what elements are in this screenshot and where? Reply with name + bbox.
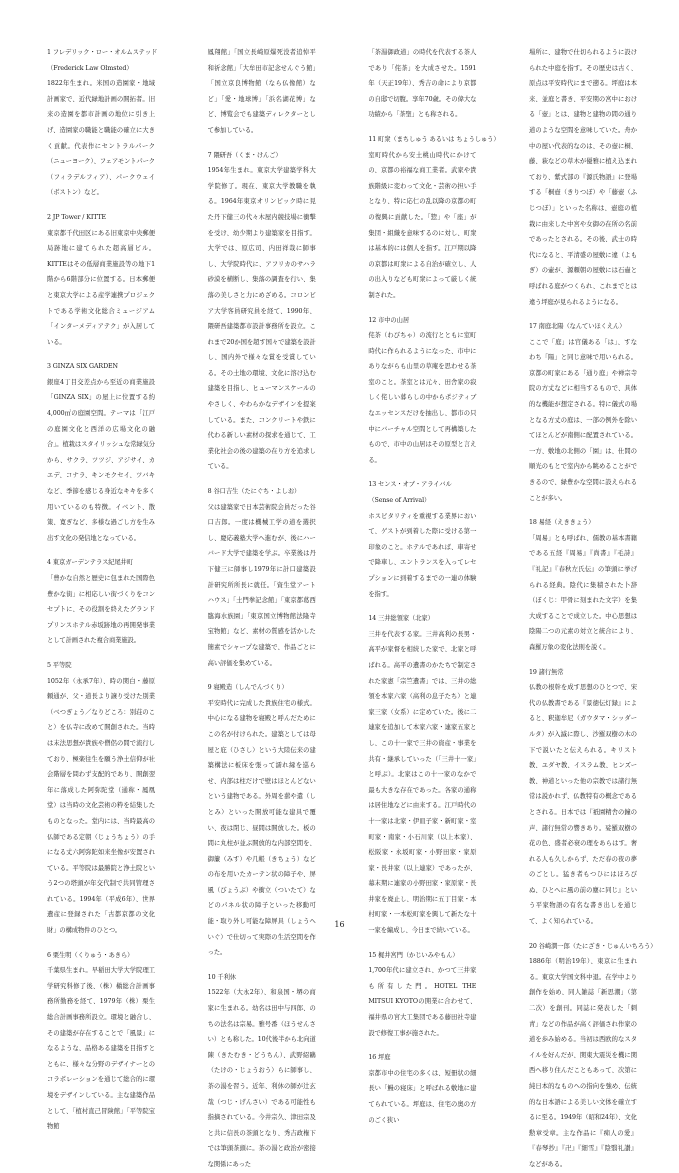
entry-title: 9 寝殿造（しんでんづくり）	[207, 684, 288, 692]
entry-body: 銀座4丁目交差点から至近の商業施設「GINZA SIX」の屋上に位置する約4,000㎡の庭園空間。テーマは「江戸の庭園文化と西洋の広場文化の融合」。植栽はスタイリッシュな常緑気分から、サクラ、ツツジ、アジサイ、カエデ、コナラ、キンモクセイ、ツバキなど、季節を感じる身近なキキを多く用いているのも特徴。イベント、散策、寛ぎなど、多様な過ごし方を生み出す文化の発信地となっている。	[47, 378, 155, 542]
glossary-entry-continued	[208, 45, 316, 139]
entry-body: 1522年（大永2年）、和泉国・堺の商家に生まれる。幼名は田中与四郎、のちの法名は宗易。雅号番（ほうせんさい）とも称した。10代後半から北向道陳（きたむき・どうちん）、武野紹鷗（たけの・じょうおう）らに師事し、茶の湯を習う。近年、利休の師が辻玄哉（つじ・げんさい）である可能性も指摘されている。今井宗久、津田宗及と共に信長の茶頭となり、秀吉政権下では筆頭茶頭に。茶の湯と政治が密接な関係にあった	[207, 989, 316, 1168]
entry-body: 侘茶（わびちゃ）の流行とともに室町時代に作られるようになった、市中にありながらも山里の草庵を思わせる茶室のこと。茶室とは元々、田舎家の寂しく侘しい暮らしの中からポジティブなエッセンスだけを抽出し、都市の只中にバーチャル空間として再構築したもので、市中の山居はその原型と言える。	[368, 332, 477, 464]
glossary-entry	[529, 515, 637, 655]
entry-body: 「茶湯御政道」の時代を代表する茶人であり「侘茶」を大成させた。1591年（天正19年）、秀吉の命により京都の自邸で切腹。享年70歳。その偉大な功績から「茶聖」とも称される。	[368, 49, 477, 119]
entry-title: 8 谷口吉生（たにぐち・よしお）	[207, 488, 301, 496]
column-4	[528, 45, 657, 1168]
entry-body: 「周易」とも呼ばれ、儒教の基本書籍である五経『周易』『尚書』『毛詩』『礼記』『春秋左氏伝』の筆頭に挙げられる経典。陰代に集積された卜辞（ぼくじ：甲骨に刻まれた文字）を集大成することで成立した。中心思想は陰陽二つの元素の対立と統合により、森羅万象の変化法則を説く。	[528, 534, 637, 651]
glossary-entry	[208, 484, 316, 671]
entry-body: 父は建築家で日本芸術院会員だった谷口吉郎。一度は機械工学の道を選択し、慶応義塾大学へ進むが、後にハーバード大学で建築を学ぶ。卒業後は丹下健三に師事し1979年に計口建築設計研究所所長に就任。「資生堂アートハウス」「土門拳記念館」「東京都葛西臨海水族園」「東京国立博物館法隆寺宝物館」など、素材の質感を活かした簡素でシャープな建築で、作品ごとに高い評価を集めている。	[207, 503, 316, 667]
entry-title: 12 市中の山居	[368, 316, 410, 324]
entry-title: 13 センス・オブ・アライバル	[368, 481, 452, 489]
glossary-entry	[47, 45, 158, 201]
entry-body: 三井を代表する家。三井高利の長男・高平が家督を相続した家で、北家と呼ばれる。高平の遺書のかたちで制定された家憲「宗竺遺書」では、三井の総領を本家六家（高利の息子たち）と連家三家（女系）に定めていた。後に二連家を追加して本家六家・連家五家とし、この十一家で三井の資産・事業を共有・継承していった（「三井十一家」と呼ぶ）。北家はこの十一家のなかで最も大きな存在であった。各家の通称は居住地などに由来する。江戸時代の十一家は北家・伊皿子家・新町家・室町家・南家・小石川家（以上本家）、松阪家・永坂町家・小野田家・家原家・長井家（以上連家）であったが、幕末期に連家の小野田家・家原家・長井家を廃止し、明治期に五丁目家・本村町家・一本松町家を興して新たな十一家を編成し、今日まで続いている。	[368, 630, 477, 935]
entry-subtitle: （Sense of Arrival）	[368, 497, 431, 505]
entry-title: 20 谷崎潤一郎（たにざき・じゅんいちろう）	[528, 942, 657, 950]
entry-title: 17 南庭北陽（なんていほくえん）	[528, 323, 626, 331]
glossary-entry	[529, 319, 637, 506]
entry-body: 1886年（明治19年）、東京に生まれる。東京大学国文科中退。在学中より創作を始め、同人雑誌「新思潮」（第二次）を創刊。同誌に発表した「刺青」などの作品が高く評価され作家の道を歩み始める。当初は西欧的なスタイルを好んだが、関東大震災を機に関西へ移り住んだこともあって、次第に純日本的なものへの指向を強め、伝統的な日本語による美しい文体を確立するに至る。1949年（昭和24年）、文化勲章受章。主な作品に『痴人の愛』『春琴抄』『卍』『細雪』『陰翳礼讃』などがある。	[528, 958, 637, 1168]
entry-title: 1 フレデリック・ロー・オルムステッド	[47, 49, 158, 56]
entry-body: 「豊かな自然と歴史に包まれた国際色豊かな街」に相応しい街づくりをコンセプトに、その役割を終えたグランドプリンスホテル赤坂跡地の再開発事業として計画された複合商業施設。	[47, 575, 155, 645]
column-1	[47, 45, 158, 1131]
entry-title: 4 東京ガーデンテラス紀尾井町	[47, 559, 134, 567]
entry-body: 室町時代から安土桃山時代にかけての、京都の裕福な商工業者。武家や貴族階級に変わって文化・芸術の担い手となり、特に応仁の乱以降の京都の町の復興に貢献した。「惣」や「座」が集団・組織を意味するのに対し、町衆は基本的には個人を指す。江戸期以降の京都は町衆による自治が確立し、人の出入りなども町衆によって厳しく統制された。	[368, 151, 477, 299]
entry-body: ホスピタリティを重視する業界において、ゲストが到着した際に受ける第一印象のこと。ホテルであれば、車寄せで降車し、エントランスを入ってレセプションに到着するまでの一連の体験を指す。	[368, 512, 477, 598]
glossary-entry	[208, 680, 316, 961]
glossary-entry	[368, 313, 476, 469]
glossary-entry	[47, 210, 155, 350]
glossary-entry	[47, 658, 155, 939]
entry-title: 5 平等院	[47, 661, 72, 669]
entry-title: 18 易経（えききょう）	[528, 519, 595, 527]
entry-title: 2 JP Tower / KITTE	[47, 213, 107, 221]
entry-body: 1954年生まれ。東京大学建築学科大学院修了。現在、東京大学教職を執る。1964年東京オリンピック時に見た丹下健三の代々木屋内競技場に衝撃を受け、幼少期より建築家を目指す。大学では、原広司、内田祥哉に師事し、大学院時代に、アフリカのサハラ砂漠を横断し、集落の調査を行い、集落の美しさと力にめざめる。コロンビア大学客員研究員を経て、1990年、隈研吾建築都市設計事務所を設立。これまで20か国を超す国々で建築を設計し、国内外で様々な賞を受賞している。その土地の環境、文化に溶け込む建築を目指し、ヒューマンスケールのやさしく、やわらかなデザインを提案している。また、コンクリートや鉄に代わる新しい素材の探求を通じて、工業化社会の後の建築の在り方を追求している。	[207, 167, 316, 471]
glossary-entry	[208, 148, 316, 475]
glossary-page	[47, 45, 657, 1168]
glossary-entry	[47, 948, 155, 1135]
glossary-entry-continued	[529, 45, 637, 310]
glossary-entry	[47, 555, 155, 649]
entry-title: 11 町衆（まちしゅう あるいは ちょうしゅう）	[368, 135, 500, 143]
entry-title: 7 隈研吾（くま・けんご）	[207, 151, 282, 159]
glossary-entry	[368, 1050, 476, 1128]
entry-title: 6 栗生明（くりゅう・あきら）	[47, 951, 134, 959]
glossary-columns	[47, 45, 657, 1168]
entry-body: 平安時代に完成した貴族住宅の様式。中心になる建物を寝殿と呼んだためにこの名が付けられた。建築としては母屋と庇（ひさし）という大陸伝来の建築構法に板床を張って濡れ縁を巡らせ、内部は柱だけで壁はほとんどないという建物である。外周を蔀や遣（しとみ）といった開放可能な建具で覆い、夜は閉じ、昼間は開放した。板の間に丸柱が並ぶ開放的な内部空間を、御簾（みす）や几帳（きちょう）などの布を用いたカーテン状の障子や、屏風（びょうぶ）や衝立（ついたて）などのパネル状の障子といった移動可能・取り外し可能な障屏具（しょうへいぐ）で仕切って実際の生活空間を作った。	[207, 699, 316, 957]
entry-title: 16 坪庭	[368, 1054, 391, 1062]
glossary-entry	[368, 948, 476, 1042]
entry-title: 10 千利休	[207, 973, 236, 981]
entry-subtitle: （Frederick Law Olmsted）	[47, 64, 133, 72]
entry-title: 15 梶井宮門（かじいみやもん）	[368, 951, 459, 959]
entry-title: 3 GINZA SIX GARDEN	[47, 363, 118, 371]
glossary-entry	[528, 939, 657, 1173]
entry-body: 1052年（永承7年）、時の関白・藤原頼通が、父・道長より譲り受けた別業（べつぎょう／なりどころ：別荘のこと）を仏寺に改めて開創された。当時は末法思想が貴族や僧侶の間で流行しており、極楽往生を願う浄土信仰が社会階層を問わず支配的であり、開創翌年に落成した阿弥陀堂（通称・鳳凰堂）は当時の文化芸術の粋を結集したものとなった。堂内には、当時最高の仏師である定朝（じょうちょう）の手になる丈六阿弥陀如来坐像が安置されている。平等院は最勝院と浄土院という2つの塔頭が年交代制で共同管理されている。1994年（平成6年）、世界遺産に登録された「古都京都の文化財」の構成物件のひとつ。	[47, 677, 155, 935]
glossary-entry	[368, 132, 500, 304]
entry-body: ここで「庭」は官儀ある「は」、すなわち「陽」と同じ意味で用いられる。京都の町家にある「通り庭」や禅宗寺院の方丈などに相当するもので、具体的な機能が想定される。特に儀式の場となる方丈の庭は、一部の例外を除いてほとんどが南側に配置されている。一方、敷地の北側の「園」は、仕間の順光のもとで室内から眺めることができるので、緑豊かな空間に設えられることが多い。	[528, 338, 637, 502]
entry-body: 場所に、建物で仕切られるように設けられた中庭を指す。その歴史は古く、原点は平安時代にまで遡る。坪庭は本来、並庭と書き、平安期の宮中における「壺」とは、建物と建物の間の通り道のような空間を意味していた。舟か中の屋い代表的なのは、その壺に桐、藤、萩などの草木が優雅に植え込まれており、紫式部の『源氏物語』に登場する「桐壺（きりつぼ）や「藤壺（ふじつぼ）」といった名称は、壺庭の植栽に由来した中宮や女御の在所の名前であったとされる。その後、武士の時代になると、平清盛の屋敷に違（よもぎ）の壷が、源頼朝の屋敷には石壷と呼ばれる庭がつくられ、これまでとは違う坪庭が見られるようになる。	[528, 49, 637, 306]
entry-body: 京都市中の住宅の多くは、短冊状の細長い「鰻の寝床」と呼ばれる敷地に建てられている。坪庭は、住宅の奥の方のごく狭い	[368, 1069, 477, 1124]
glossary-entry	[368, 611, 476, 938]
entry-body: 千葉県生まれ。早稲田大学大学院理工学研究科修了後、（株）槇総合計画事務所勤務を経て、1979年（株）栗生総合計画事務所設立。環境と融合し、その建築が存在することで「風景」になるような、品格ある建築を目指すとともに、様々な分野のデザイナーとのコラボレーションを通じて総合的に環境をデザインしている。主な建築作品として、「植村直己冒険館」「平等院宝物館	[47, 967, 155, 1131]
entry-body: 東京都千代田区にある旧東京中央郵便局跡地に建てられた超高層ビル。KITTEはその低層商業施設等の地下1階から6階部分に位置する。日本郵便と東京大学による産学連携プロジェクトである学術文化総合ミュージアム「インターメディアテク」が入居している。	[47, 229, 155, 346]
glossary-entry-continued	[368, 45, 476, 123]
entry-title: 19 諸行無常	[528, 668, 564, 676]
glossary-entry	[529, 665, 637, 930]
entry-title: 14 三井総領家（北家）	[368, 615, 434, 623]
glossary-entry	[208, 970, 316, 1173]
entry-body: 仏教の根幹を成す思想のひとつで、宋代の仏教書である『景徳伝灯録』によると、釈迦牟尼（ガウタマ・シッダールタ）が入滅に際し、沙羅双樹の木の下で説いたと伝えられる。キリスト教、ユダヤ教、イスラム教、ヒンズー教、神道といった他の宗教では諸行無常は説かれず、仏教特有の概念であるとされる。日本では『祇園精舎の鐘の声、諸行無常の響きあり。娑羅双樹の花の色、盛者必衰の理をあらはす。奢れる人も久しからず、ただ春の夜の夢のごとし。猛き者もつひにはほろびぬ、ひとへに風の前の塵に同じ』という平家物語の有名な書き出しを通じて、よく知られている。	[528, 684, 637, 926]
entry-body: 1822年生まれ。米国の造園家・地域計画家で、近代緑地計画の開拓者。旧来の造園を都市計画の地位に引き上げ、造園家の職能と職能の確立に大きく貢献。代表作にセントラルパーク（ニューヨーク）、フェアモントパーク（フィラデルフィア）、パークウェイ（ボストン）など。	[47, 80, 155, 197]
entry-body: 鳳翔館」「国立長崎原爆死没者追悼平和祈念館」「大牟田市記念せんぐう館」「国立京良博物館（なら仏像館）など」「愛・地球博」「浜名湖花博」など、博覧会でも建築ディレクターとして参加している。	[207, 49, 316, 134]
glossary-entry	[47, 359, 155, 546]
glossary-entry	[368, 477, 476, 602]
column-2	[207, 45, 316, 1168]
entry-body: 1,700年代に建立され、かつて三井家も所有した門。HOTEL THE MITSUI KYOTOの開業に合わせて、福井県の宮大工集団である藤田社寺建設で修復工事が施された。	[368, 967, 477, 1037]
column-3	[368, 45, 500, 1124]
page-number: 16	[334, 920, 345, 929]
